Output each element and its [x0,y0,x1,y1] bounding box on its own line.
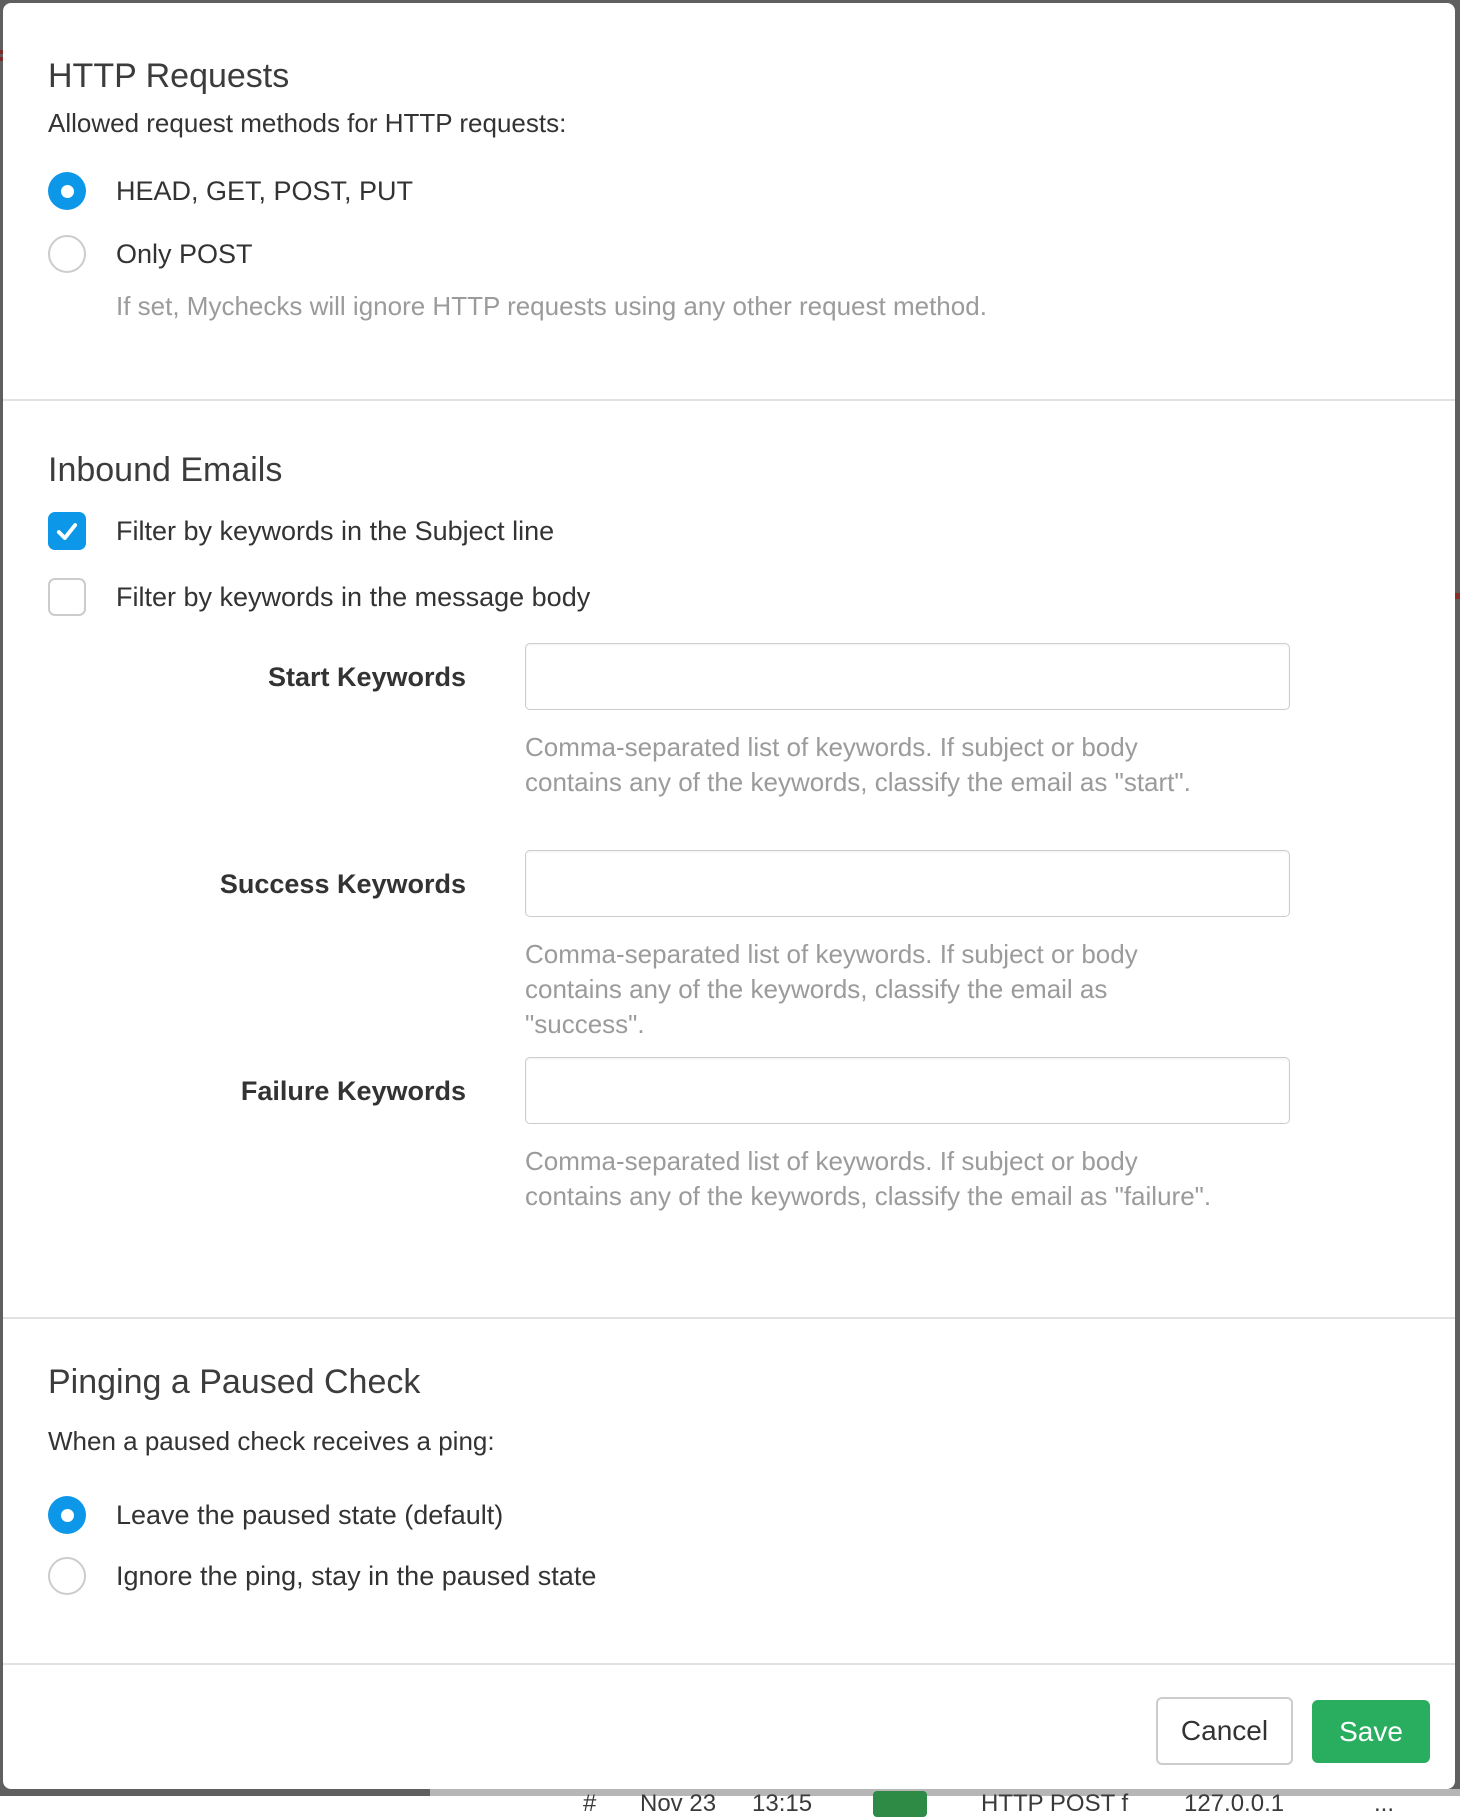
row-date: Nov 23 [640,1790,717,1817]
http-requests-help: If set, Mychecks will ignore HTTP requests using any other request method. [116,291,987,321]
row-time: 13:15 [752,1790,813,1817]
footer-divider [3,1663,1455,1665]
row-more: ... [1374,1790,1395,1817]
start-keywords-input[interactable] [525,643,1290,710]
radio-dot-icon [61,185,74,198]
radio-option-ignore-ping[interactable] [48,1557,596,1595]
section-title-http-requests: HTTP Requests [48,57,290,95]
radio-dot-icon [61,1509,74,1522]
checkbox-label: Filter by keywords in the message body [116,581,591,612]
http-requests-description: Allowed request methods for HTTP requests: [48,108,567,138]
section-divider [3,1317,1455,1319]
success-keywords-label: Success Keywords [219,869,466,899]
checkbox-label: Filter by keywords in the Subject line [116,515,555,546]
radio-button-unselected[interactable] [48,1557,86,1595]
start-keywords-help: Comma-separated list of keywords. If subject or body contains any of the keywords, classify the email as "start". [525,732,1191,797]
radio-button-selected[interactable] [48,1496,86,1534]
checkbox-checked[interactable] [48,512,86,550]
radio-option-label: HEAD, GET, POST, PUT [116,175,414,206]
row-ip: 127.0.0.1 [1184,1790,1285,1817]
success-keywords-input[interactable] [525,850,1290,917]
radio-option-leave-paused[interactable] [48,1496,503,1534]
success-keywords-help: Comma-separated list of keywords. If subject or body contains any of the keywords, classify the email as "success". [525,939,1138,1039]
checkbox-filter-subject[interactable] [48,512,554,550]
checkbox-unchecked[interactable] [48,578,86,616]
radio-button-unselected[interactable] [48,235,86,273]
radio-option-label: Ignore the ping, stay in the paused state [116,1560,597,1591]
failure-keywords-label: Failure Keywords [240,1076,466,1106]
check-icon [54,518,80,544]
row-event: HTTP POST f [981,1790,1129,1817]
radio-button-selected[interactable] [48,172,86,210]
section-divider [3,399,1455,401]
save-button[interactable]: Save [1312,1700,1430,1763]
section-title-pinging-paused: Pinging a Paused Check [48,1363,421,1401]
checkbox-filter-body[interactable] [48,578,590,616]
start-keywords-label: Start Keywords [267,662,466,692]
radio-option-head-get-post-put[interactable] [48,172,413,210]
failure-keywords-input[interactable] [525,1057,1290,1124]
backdrop-fragment [1455,593,1460,599]
cancel-button[interactable]: Cancel [1156,1697,1293,1765]
status-badge [873,1791,927,1817]
background-table-row [430,1789,1460,1817]
pinging-paused-description: When a paused check receives a ping: [48,1426,495,1456]
failure-keywords-help: Comma-separated list of keywords. If subject or body contains any of the keywords, classify the email as "failure". [525,1146,1212,1211]
settings-modal [3,3,1455,1789]
section-title-inbound-emails: Inbound Emails [48,451,283,489]
row-hash: # [583,1790,597,1817]
radio-option-label: Leave the paused state (default) [116,1499,504,1530]
radio-option-only-post[interactable] [48,235,253,273]
radio-option-label: Only POST [116,238,253,269]
